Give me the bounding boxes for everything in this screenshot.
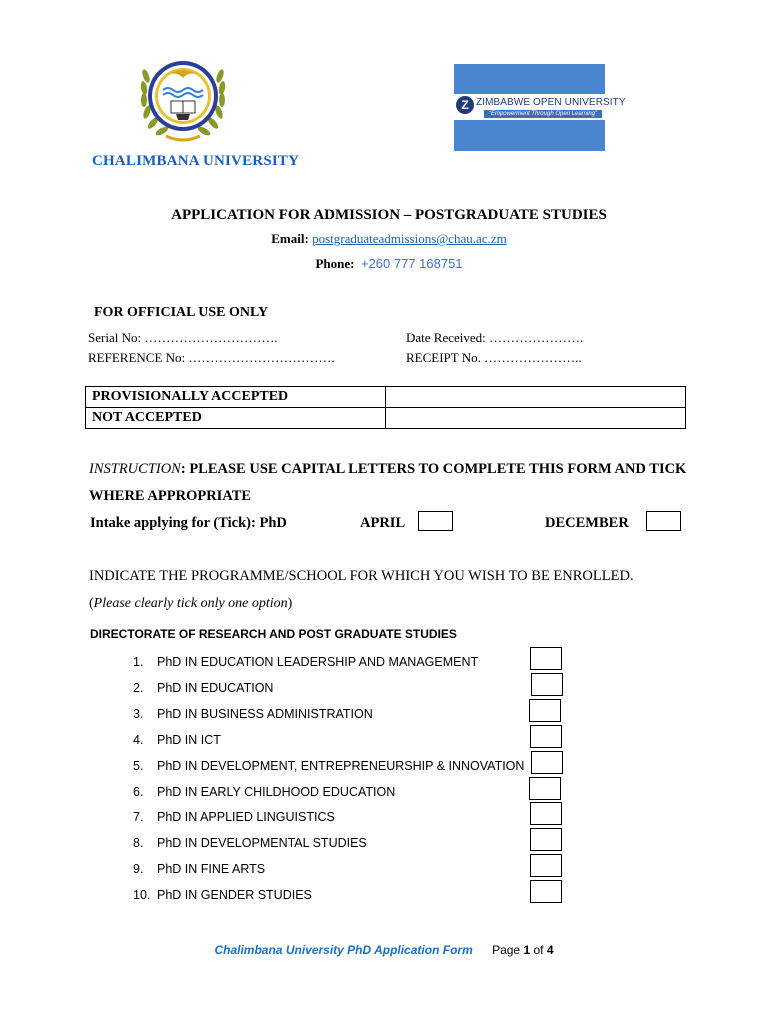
- table-row: [86, 408, 686, 429]
- programme-note: (Please clearly tick only one option): [89, 596, 293, 611]
- provisionally-accepted-cell: [386, 387, 686, 408]
- intake-december-label: DECEMBER: [545, 515, 629, 531]
- programme-option-label: PhD IN DEVELOPMENTAL STUDIES: [157, 836, 367, 850]
- partner-logo-emblem-icon: Z: [456, 96, 474, 114]
- partner-logo-tagline: "Empowerment Through Open Learning": [484, 110, 602, 118]
- programme-checkbox[interactable]: [530, 828, 562, 851]
- programme-option-label: PhD IN ICT: [157, 733, 221, 747]
- programme-note-text: Please clearly tick only one option: [93, 596, 288, 611]
- table-row: [86, 387, 686, 408]
- intake-label: Intake applying for (Tick): PhD: [90, 515, 287, 531]
- programme-checkbox[interactable]: [531, 751, 563, 774]
- programme-option-label: PhD IN DEVELOPMENT, ENTREPRENEURSHIP & INNOVATION: [157, 759, 525, 773]
- university-name: CHALIMBANA UNIVERSITY: [92, 153, 300, 169]
- programme-checkbox[interactable]: [530, 802, 562, 825]
- programme-checkbox[interactable]: [531, 673, 563, 696]
- phone-line: [0, 256, 768, 272]
- chalimbana-crest-logo: [136, 56, 230, 144]
- programme-option-label: PhD IN APPLIED LINGUISTICS: [157, 810, 335, 824]
- list-item: 5. PhD IN DEVELOPMENT, ENTREPRENEURSHIP & INNOVATION: [133, 759, 525, 773]
- programme-option-label: PhD IN EDUCATION: [157, 681, 274, 695]
- intake-april-checkbox[interactable]: [418, 511, 453, 531]
- programme-checkbox[interactable]: [530, 854, 562, 877]
- programme-checkbox[interactable]: [530, 647, 562, 670]
- email-line: [0, 231, 768, 247]
- footer-page-word: Page: [492, 943, 521, 957]
- list-item: 8. PhD IN DEVELOPMENTAL STUDIES: [133, 836, 367, 850]
- programme-option-label: PhD IN BUSINESS ADMINISTRATION: [157, 707, 373, 721]
- instruction-body: : PLEASE USE CAPITAL LETTERS TO COMPLETE THIS FORM AND TICK WHERE APPROPRIATE: [89, 461, 687, 504]
- footer-form-name: Chalimbana University PhD Application Form: [214, 943, 473, 957]
- serial-no-field: Serial No: ………………………….: [88, 330, 278, 345]
- footer-page-current: 1: [523, 943, 531, 957]
- phone-number: +260 777 168751: [360, 256, 463, 271]
- not-accepted-cell: [386, 408, 686, 429]
- programme-checkbox[interactable]: [530, 725, 562, 748]
- programme-option-label: PhD IN EDUCATION LEADERSHIP AND MANAGEMENT: [157, 655, 479, 669]
- provisionally-accepted-label: PROVISIONALLY ACCEPTED: [86, 387, 386, 408]
- programme-option-label: PhD IN EARLY CHILDHOOD EDUCATION: [157, 785, 396, 799]
- list-item: 6. PhD IN EARLY CHILDHOOD EDUCATION: [133, 785, 396, 799]
- intake-december-checkbox[interactable]: [646, 511, 681, 531]
- instruction-label: INSTRUCTION: [89, 461, 181, 477]
- reference-no-field: REFERENCE No: …………………………….: [88, 350, 335, 365]
- list-item: 7. PhD IN APPLIED LINGUISTICS: [133, 810, 335, 824]
- footer-page-of: of: [533, 943, 544, 957]
- list-item: 2. PhD IN EDUCATION: [133, 681, 274, 695]
- partner-logo-title: ZIMBABWE OPEN UNIVERSITY: [476, 97, 626, 108]
- zimbabwe-open-university-logo: [454, 64, 626, 151]
- not-accepted-label: NOT ACCEPTED: [86, 408, 386, 429]
- programme-checkbox[interactable]: [530, 880, 562, 903]
- list-item: 9. PhD IN FINE ARTS: [133, 862, 266, 876]
- programme-option-label: PhD IN FINE ARTS: [157, 862, 266, 876]
- programme-option-label: PhD IN GENDER STUDIES: [157, 888, 312, 902]
- list-item: 1. PhD IN EDUCATION LEADERSHIP AND MANAGEMENT: [133, 655, 479, 669]
- phone-label: Phone:: [315, 256, 355, 271]
- partner-logo-banner: [454, 94, 626, 120]
- list-item: 3. PhD IN BUSINESS ADMINISTRATION: [133, 707, 373, 721]
- list-item: 10. PhD IN GENDER STUDIES: [133, 888, 312, 902]
- directorate-heading: DIRECTORATE OF RESEARCH AND POST GRADUATE STUDIES: [90, 627, 457, 641]
- page-title: APPLICATION FOR ADMISSION – POSTGRADUATE STUDIES: [171, 207, 607, 223]
- footer-page-total: 4: [546, 943, 554, 957]
- acceptance-table: [85, 386, 686, 429]
- list-item: 4. PhD IN ICT: [133, 733, 221, 747]
- instruction-text: [89, 456, 729, 510]
- email-link[interactable]: postgraduateadmissions@chau.ac.zm: [312, 231, 507, 246]
- receipt-no-field: RECEIPT No. …………………..: [406, 350, 582, 365]
- programme-instruction: INDICATE THE PROGRAMME/SCHOOL FOR WHICH YOU WISH TO BE ENROLLED.: [89, 568, 634, 584]
- official-use-heading: FOR OFFICIAL USE ONLY: [94, 305, 269, 320]
- page-footer: [0, 943, 768, 957]
- email-label: Email:: [271, 231, 309, 246]
- programme-checkbox[interactable]: [529, 699, 561, 722]
- date-received-field: Date Received: ………………….: [406, 330, 584, 345]
- programme-checkbox[interactable]: [529, 777, 561, 800]
- intake-april-label: APRIL: [360, 515, 406, 531]
